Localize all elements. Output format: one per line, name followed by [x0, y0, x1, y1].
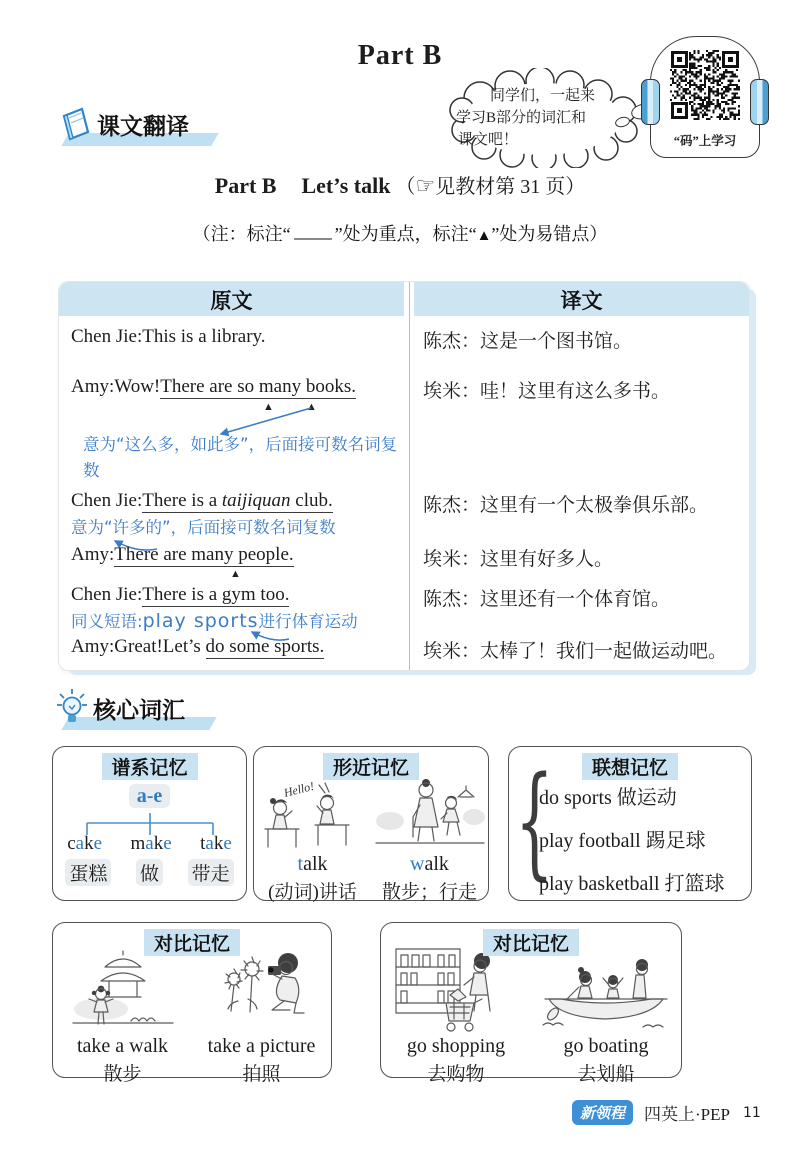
book-icon	[55, 104, 95, 146]
vocab-box-title: 形近记忆	[323, 753, 419, 780]
headphone-earcup-left-icon	[641, 79, 660, 125]
subtitle-name: Let’s talk	[301, 173, 391, 198]
vocab-item-take-a-walk: take a walk 散步	[53, 949, 192, 1086]
word-make: make	[130, 833, 172, 854]
pointing-hand-icon: ☞	[415, 174, 436, 199]
walking-illustration	[374, 775, 486, 851]
headphone-earcup-right-icon	[750, 79, 769, 125]
dialog-en-row: Amy:Wow!There are so many books.	[71, 376, 356, 397]
vocab-box-title: 谱系记忆	[101, 753, 197, 780]
column-header-translation: 译文	[560, 289, 603, 313]
vocab-item-take-a-picture: take a picture 拍照	[192, 949, 331, 1086]
qr-headphones-badge	[650, 36, 760, 158]
list-item: play football 踢足球	[539, 830, 706, 852]
vocab-box-association-memory	[508, 746, 752, 901]
svg-text:Hello!: Hello!	[281, 779, 315, 800]
word-take: take	[200, 833, 232, 854]
page-number: 11	[742, 1104, 761, 1121]
qr-code	[670, 50, 740, 120]
error-marker: ▲	[263, 401, 274, 413]
brace-glyph: {	[515, 750, 554, 892]
column-header-original: 原文	[210, 289, 253, 313]
brand-badge: 新领程	[572, 1100, 633, 1125]
grammar-annotation: 意为“许多的”，后面接可数名词复数	[71, 518, 336, 537]
page-title: Part B	[357, 40, 443, 71]
vocab-box-title: 联想记忆	[582, 753, 678, 780]
dialog-cn-row: 陈杰：这里还有一个体育馆。	[423, 589, 671, 610]
vocab-item-walk: walk 散步；行走	[371, 773, 488, 904]
vocab-item-go-boating: go boating 去划船	[531, 949, 681, 1086]
pavilion-walk-illustration	[71, 949, 175, 1033]
boating-illustration	[539, 953, 673, 1033]
blank-underline	[294, 226, 332, 240]
legend-note: （注：标注“ ”处为重点，标注“▲”处为易错点）	[192, 224, 608, 244]
book-spine	[404, 282, 414, 670]
list-item: do sports 做运动	[539, 787, 677, 809]
cloud-text: 同学们，一起来 学习B部分的词汇和 课文吧！	[456, 88, 596, 148]
dialog-cn-row: 陈杰：这里有一个太极拳俱乐部。	[423, 495, 709, 516]
dialog-cn-row: 埃米：这里有好多人。	[423, 549, 614, 570]
dialog-en-row: Chen Jie:This is a library.	[71, 326, 266, 347]
error-marker: ▲	[230, 568, 241, 580]
grammar-annotation: 同义短语:play sports进行体育运动	[71, 610, 358, 632]
dialog-cn-row: 陈杰：这是一个图书馆。	[423, 331, 633, 352]
vocab-box-contrast-memory-1	[52, 922, 332, 1085]
dialog-en-row: Amy:Great!Let’s do some sports.	[71, 636, 325, 657]
translation-table	[58, 281, 750, 671]
kids-talking-illustration	[263, 779, 363, 851]
vocab-box-title: 对比记忆	[144, 929, 240, 956]
vocab-box-contrast-memory-2	[380, 922, 682, 1085]
vocab-box-similar-form-memory	[253, 746, 489, 901]
subtitle-part: Part B	[214, 173, 277, 198]
vocab-box-family-memory	[52, 746, 247, 901]
lesson-subtitle: Part B Let’s talk （☞见教材第 31 页）	[214, 173, 586, 199]
dialog-en-row: Amy:There are many people.	[71, 544, 294, 565]
dialog-cn-row: 埃米：太棒了！我们一起做运动吧。	[423, 641, 728, 662]
phonics-pattern: a-e	[53, 785, 246, 808]
book-name: 四英上·PEP	[644, 1105, 730, 1124]
phonics-glosses: 蛋糕 做 带走	[53, 859, 246, 886]
dialog-en-row: Chen Jie:There is a taijiquan club.	[71, 490, 333, 511]
section-title: 课文翻译	[97, 114, 189, 140]
vocab-item-go-shopping: go shopping 去购物	[381, 949, 531, 1086]
subtitle-ref: 见教材第 31 页）	[435, 176, 586, 198]
section-title: 核心词汇	[93, 698, 185, 724]
association-list	[539, 767, 725, 910]
dialog-cn-row: 埃米：哇！这里有这么多书。	[423, 381, 671, 402]
vocab-box-title: 对比记忆	[483, 929, 579, 956]
grammar-annotation: 意为“这么多，如此多”，后面接可数名词复数	[83, 435, 398, 480]
lightbulb-icon	[55, 688, 89, 726]
dialog-en-row: Chen Jie:There is a gym too.	[71, 584, 290, 605]
section-header-vocab	[55, 688, 255, 730]
photographer-illustration	[204, 949, 320, 1033]
phonics-words	[53, 833, 246, 855]
shopping-illustration	[394, 945, 518, 1033]
word-cake: cake	[67, 833, 103, 854]
page-footer	[572, 1100, 761, 1125]
list-item: play basketball 打篮球	[539, 873, 725, 895]
error-marker: ▲	[306, 401, 317, 413]
vocab-item-talk: Hello! talk (动词)讲话	[254, 773, 371, 904]
section-header-translation	[55, 104, 255, 146]
triangle-legend-icon: ▲	[476, 228, 492, 244]
qr-caption: “码”上学习	[673, 134, 737, 148]
